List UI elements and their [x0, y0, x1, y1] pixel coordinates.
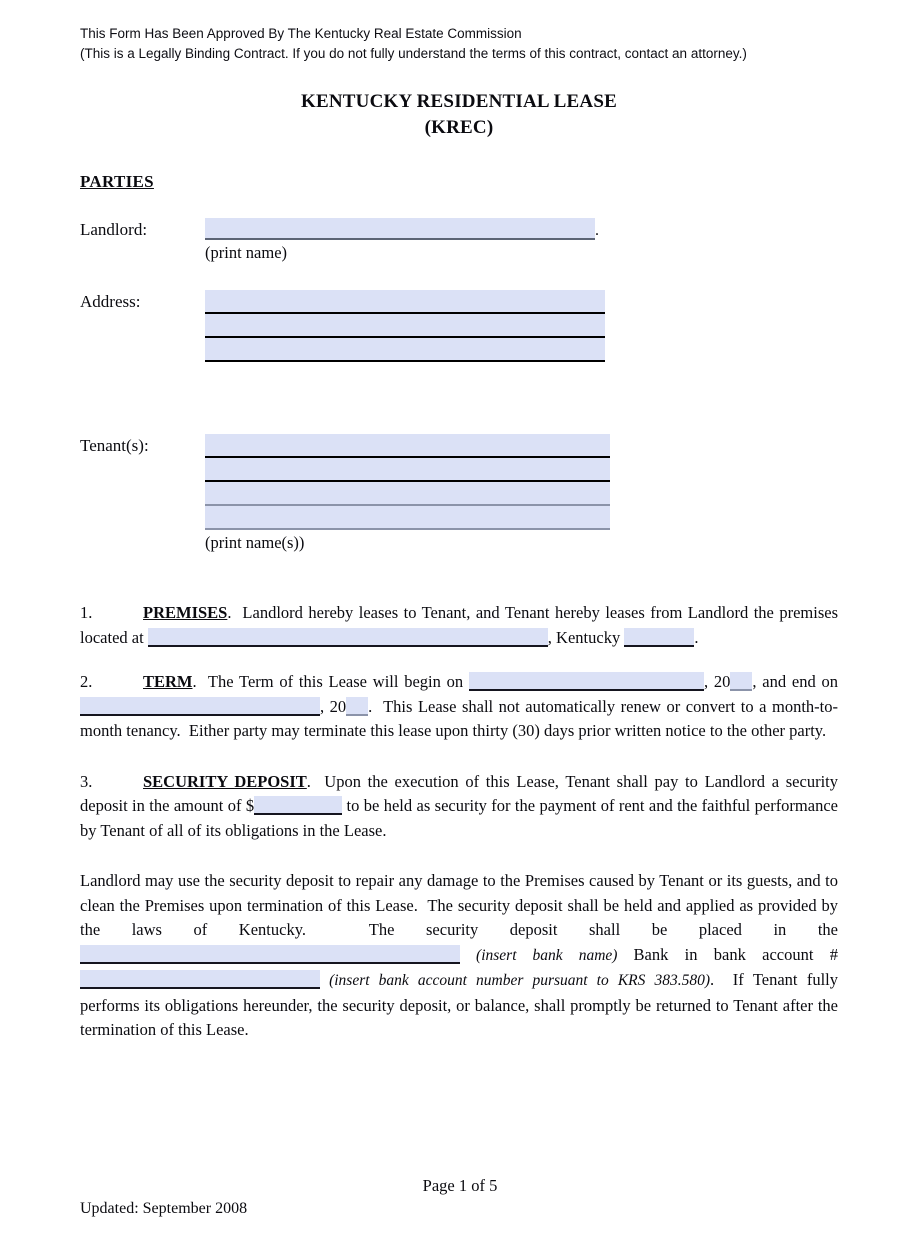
tenants-row	[80, 434, 838, 553]
security-deposit-heading: SECURITY DEPOSIT	[143, 771, 307, 791]
tenant-fields	[205, 434, 610, 553]
term-text-4: , 20	[320, 696, 347, 716]
deposit-amount-field[interactable]	[254, 796, 342, 815]
premises-location-field[interactable]	[148, 628, 548, 647]
address-fields	[205, 290, 610, 362]
title-block	[80, 89, 838, 140]
document-subtitle: (KREC)	[424, 116, 494, 138]
address-field-1[interactable]	[205, 290, 605, 314]
landlord-print-caption: (print name)	[205, 243, 288, 262]
landlord-field-period: .	[595, 222, 599, 239]
landlord-field-wrap	[205, 218, 610, 240]
tenant-field-2[interactable]	[205, 458, 610, 482]
tenant-field-3[interactable]	[205, 482, 610, 506]
term-text-5: . This Lease shall not automatically renew or convert to a month-to-month tenancy. Either party may terminate this lease upon thirty (30) days prior written notice to the other party.	[80, 696, 839, 740]
premises-number: 1.	[80, 603, 93, 622]
security-deposit-text-1: . Upon the execution of this Lease, Tenant shall pay to Landlord a security deposit in the amount of $	[80, 771, 838, 815]
insert-bank-name-note: (insert bank name)	[460, 946, 634, 964]
security-deposit-section	[80, 770, 838, 844]
term-text-2: , 20	[703, 672, 731, 691]
landlord-label: Landlord:	[80, 220, 148, 239]
tenant-field-1[interactable]	[205, 434, 610, 458]
term-end-year-field[interactable]	[346, 697, 368, 716]
bank-account-field[interactable]	[80, 970, 320, 989]
deposit-handling-text-1: Landlord may use the security deposit to repair any damage to the Premises caused by Tenant or its guests, and to clean the Premises upon termination of this Lease. The security deposit shall be held and applied as provided by the laws of Kentucky. The security deposit shall be placed in the	[80, 871, 838, 939]
tenants-label: Tenant(s):	[80, 436, 149, 455]
term-number: 2.	[80, 672, 93, 691]
landlord-name-field[interactable]	[205, 218, 595, 240]
address-row	[80, 290, 838, 362]
landlord-fields	[205, 218, 610, 263]
address-label: Address:	[80, 292, 141, 311]
term-begin-date-field[interactable]	[469, 672, 704, 691]
page-indicator: Page 1 of 5	[422, 1176, 498, 1195]
bank-name-field[interactable]	[80, 945, 460, 964]
landlord-row	[80, 218, 838, 263]
security-deposit-number: 3.	[80, 771, 93, 791]
address-field-3[interactable]	[205, 338, 605, 362]
parties-heading: PARTIES	[80, 172, 154, 191]
deposit-handling-text-3: . If Tenant fully performs its obligations hereunder, the security deposit, or balance, shall promptly be returned to Tenant after the termination of this Lease.	[80, 970, 838, 1039]
term-heading: TERM	[143, 672, 193, 691]
term-end-date-field[interactable]	[80, 697, 320, 716]
insert-bank-account-note: (insert bank account number pursuant to KRS 383.580)	[320, 972, 710, 989]
address-field-2[interactable]	[205, 314, 605, 338]
approval-note	[80, 24, 768, 63]
premises-text-3: .	[694, 627, 699, 647]
approval-note-line: This Form Has Been Approved By The Kentucky Real Estate Commission	[80, 26, 522, 41]
deposit-handling-text-2: Bank in bank account #	[633, 944, 838, 964]
premises-heading: PREMISES	[143, 603, 228, 622]
document-title: KENTUCKY RESIDENTIAL LEASE	[301, 91, 617, 112]
tenants-print-caption: (print name(s))	[205, 533, 305, 552]
updated-date: Updated: September 2008	[80, 1200, 248, 1217]
tenant-field-4[interactable]	[205, 506, 610, 530]
term-section	[80, 670, 838, 744]
deposit-handling-paragraph	[80, 869, 838, 1043]
security-deposit-text-2: to be held as security for the payment of rent and the faithful performance by Tenant of all of its obligations in the Lease.	[80, 796, 838, 840]
premises-zip-field[interactable]	[624, 628, 694, 647]
premises-text-2: , Kentucky	[547, 627, 625, 647]
term-text-3: , and end on	[752, 672, 838, 691]
premises-text-1: . Landlord hereby leases to Tenant, and Tenant hereby leases from Landlord the premises located at	[80, 603, 838, 647]
term-text-1: . The Term of this Lease will begin on	[192, 672, 469, 691]
term-begin-year-field[interactable]	[730, 672, 752, 691]
premises-section	[80, 601, 838, 650]
binding-contract-note: (This is a Legally Binding Contract. If you do not fully understand the terms of this contract, contact an attorney.)	[80, 45, 747, 61]
